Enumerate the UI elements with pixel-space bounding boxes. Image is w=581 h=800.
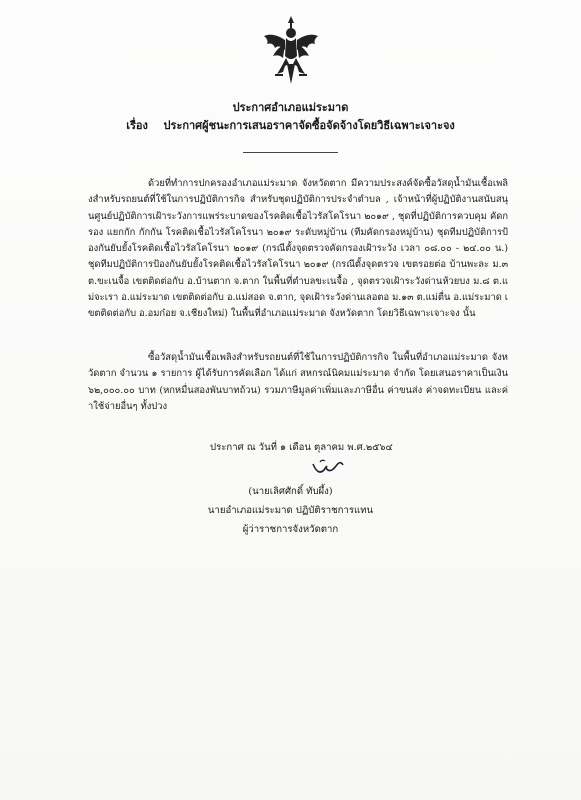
subject-label: เรื่อง (126, 119, 148, 132)
signatory-name: (นายเลิศศักดิ์ ทับผึ้ง) (248, 486, 333, 497)
signatory-on-behalf: ผู้ว่าราชการจังหวัดตาก (242, 524, 339, 535)
body-paragraph-2: ซื้อวัสดุน้ำมันเชื้อเพลิงสำหรับรถยนต์ที่ใช้ในการปฏิบัติการกิจ ในพื้นที่อำเภอแม่ระมาด จังหวัดตาก จำนวน ๑ รายการ ผู้ได้รับการคัดเลือก ได้แก่ สหกรณ์นิคมแม่ระมาด จำกัด โดยเสนอราคาเป็นเงิน ๖๒,๐๐๐.๐๐ บาท (หกหมื่นสองพันบาทถ้วน) รวมภาษีมูลค่าเพิ่มและภาษีอื่น ค่าขนส่ง ค่าจดทะเบียน และค่าใช้จ่ายอื่นๆ ทั้งปวง (88, 352, 508, 412)
announcement-date: ประกาศ ณ วันที่ ๑ เดือน ตุลาคม พ.ศ.๒๕๖๔ (210, 442, 393, 453)
garuda-emblem (261, 14, 321, 86)
document-heading: ประกาศอำเภอแม่ระมาด (232, 101, 349, 114)
subject-text: ประกาศผู้ชนะการเสนอราคาจัดซื้อจัดจ้างโดยวิธีเฉพาะเจาะจง (163, 119, 455, 132)
heading-divider (243, 152, 338, 153)
handwritten-signature (310, 456, 350, 478)
document-subject (0, 116, 581, 134)
signatory-position: นายอำเภอแม่ระมาด ปฏิบัติราชการแทน (207, 505, 374, 516)
body-paragraph-1: ด้วยที่ทำการปกครองอำเภอแม่ระมาด จังหวัดตาก มีความประสงค์จัดซื้อวัสดุน้ำมันเชื้อเพลิงสำหรับรถยนต์ที่ใช้ในการปฏิบัติการกิจ สำหรับชุดปฏิบัติการประจำตำบล , เจ้าหน้าที่ผู้ปฏิบัติงานสนับสนุนศูนย์ปฏิบัติการเฝ้าระวังการแพร่ระบาดของโรคติดเชื้อไวรัสโคโรนา ๒๐๑๙ , ชุดที่ปฏิบัติการควบคุม คัดกรอง แยกกัก กักกัน โรคติดเชื้อไวรัสโคโรนา ๒๐๑๙ ระดับหมู่บ้าน (ทีมคัดกรองหมู่บ้าน) ชุดทีมปฏิบัติการป้องกันยับยั้งโรคติดเชื้อไวรัสโคโรนา ๒๐๑๙ (กรณีตั้งจุดตรวจคัดกรองเฝ้าระวัง เวลา ๐๘.๐๐ - ๒๔.๐๐ น.) ชุดทีมปฏิบัติการป้องกันยับยั้งโรคติดเชื้อไวรัสโคโรนา ๒๐๑๙ (กรณีตั้งจุดตรวจ เขตรอยต่อ บ้านพะละ ม.๓ ต.ขะเนจื้อ เขตติดต่อกับ อ.บ้านตาก จ.ตาก ในพื้นที่ตำบลขะเนจื้อ , จุดตรวจเฝ้าระวังด่านห้วยบง ม.๘ ต.แม่จะเรา อ.แม่ระมาด เขตติดต่อกับ อ.แม่สอด จ.ตาก, จุดเฝ้าระวังด่านเลอตอ ม.๑๓ ต.แม่ตื่น อ.แม่ระมาด เขตติดต่อกับ อ.อมก๋อย จ.เชียงใหม่) ในพื้นที่อำเภอแม่ระมาด จังหวัดตาก โดยวิธีเฉพาะเจาะจง นั้น (88, 178, 508, 320)
